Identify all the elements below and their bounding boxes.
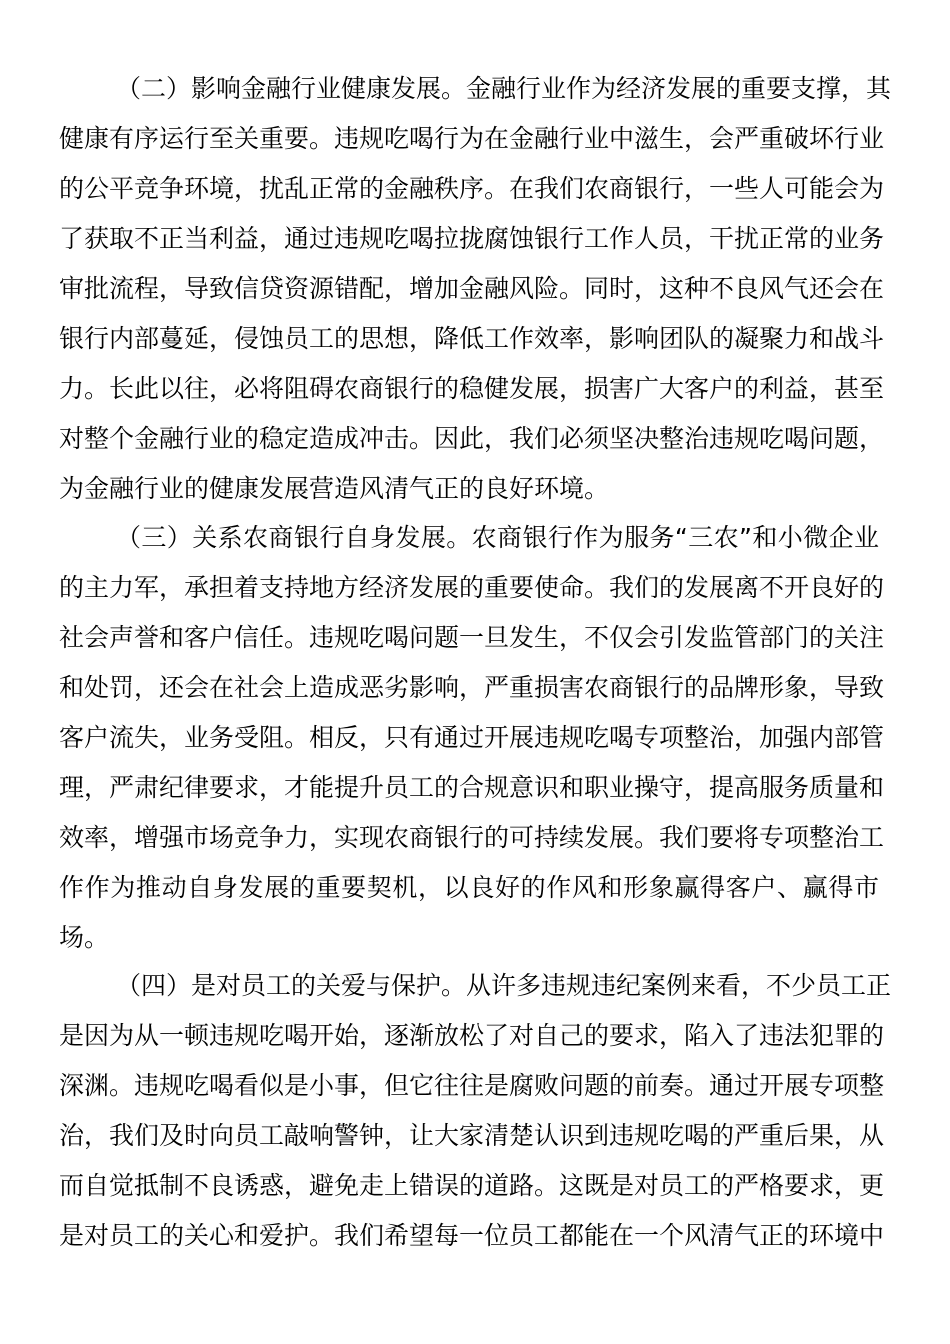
text-line: 客户流失，业务受阻。相反，只有通过开展违规吃喝专项整治，加强内部管 [59,723,885,752]
text-line: 健康有序运行至关重要。违规吃喝行为在金融行业中滋生，会严重破坏行业 [59,124,885,153]
text-line: 为金融行业的健康发展营造风清气正的良好环境。 [59,474,610,503]
text-line: 是对员工的关心和爱护。我们希望每一位员工都能在一个风清气正的环境中 [59,1221,885,1250]
text-line: 作作为推动自身发展的重要契机，以良好的作风和形象赢得客户、赢得市 [59,873,879,902]
text-line: 银行内部蔓延，侵蚀员工的思想，降低工作效率，影响团队的凝聚力和战斗 [59,324,885,353]
text-line: 的公平竞争环境，扰乱正常的金融秩序。在我们农商银行，一些人可能会为 [59,174,885,203]
text-line: 场。 [59,923,110,952]
text-line: 效率，增强市场竞争力，实现农商银行的可持续发展。我们要将专项整治工 [59,823,885,852]
text-line: 理，严肃纪律要求，才能提升员工的合规意识和职业操守，提高服务质量和 [59,773,885,802]
text-line: 力。长此以往，必将阻碍农商银行的稳健发展，损害广大客户的利益，甚至 [59,374,885,403]
paragraph-3-heading-line: （三）关系农商银行自身发展。农商银行作为服务“三农”和小微企业 [116,523,879,552]
paragraph-4-heading-line: （四）是对员工的关爱与保护。从许多违规违纪案例来看，不少员工正 [116,971,892,1000]
text-line: 对整个金融行业的稳定造成冲击。因此，我们必须坚决整治违规吃喝问题， [59,424,885,453]
text-line: 而自觉抵制不良诱惑，避免走上错误的道路。这既是对员工的严格要求，更 [59,1171,885,1200]
text-line: 的主力军，承担着支持地方经济发展的重要使命。我们的发展离不开良好的 [59,573,885,602]
text-line: 深渊。违规吃喝看似是小事，但它往往是腐败问题的前奏。通过开展专项整 [59,1071,885,1100]
text-line: 社会声誉和客户信任。违规吃喝问题一旦发生，不仅会引发监管部门的关注 [59,623,885,652]
text-line: 是因为从一顿违规吃喝开始，逐渐放松了对自己的要求，陷入了违法犯罪的 [59,1021,885,1050]
text-line: 和处罚，还会在社会上造成恶劣影响，严重损害农商银行的品牌形象，导致 [59,673,885,702]
text-line: 治，我们及时向员工敲响警钟，让大家清楚认识到违规吃喝的严重后果，从 [59,1121,885,1150]
text-line: 了获取不正当利益，通过违规吃喝拉拢腐蚀银行工作人员，干扰正常的业务 [59,224,885,253]
text-line: 审批流程，导致信贷资源错配，增加金融风险。同时，这种不良风气还会在 [59,274,885,303]
paragraph-2-heading-line: （二）影响金融行业健康发展。金融行业作为经济发展的重要支撑，其 [116,74,892,103]
